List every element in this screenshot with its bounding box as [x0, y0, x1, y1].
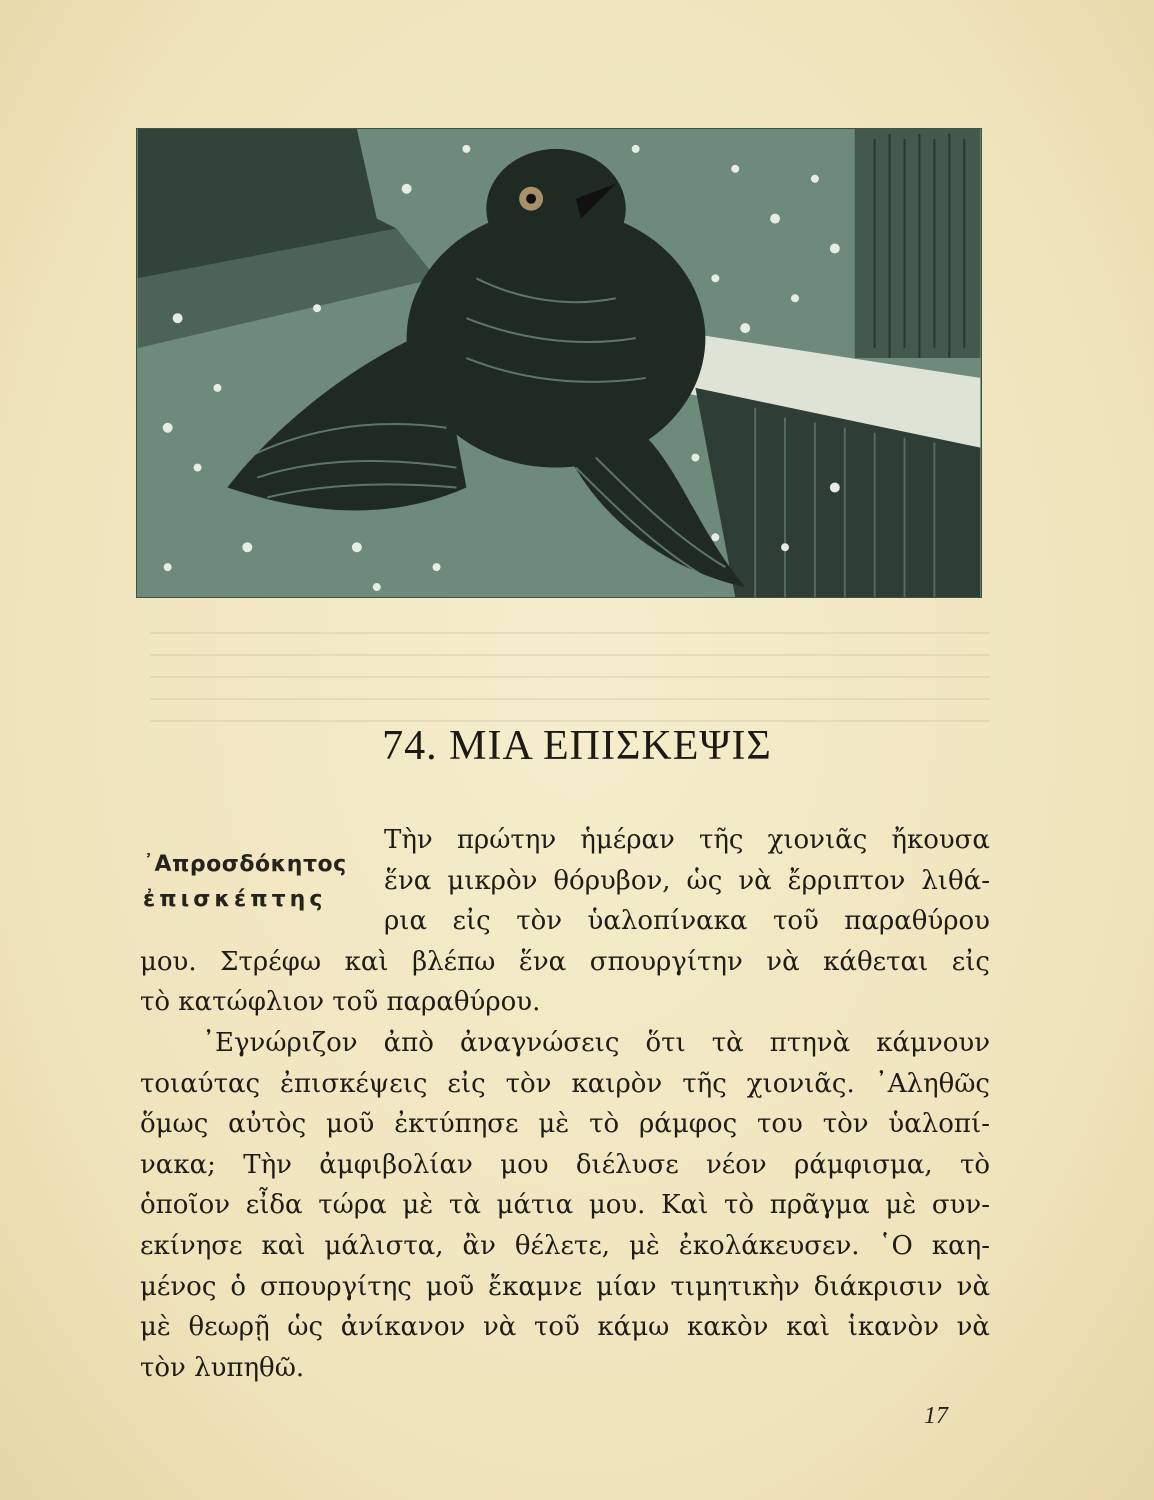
- text-line: μένος ὁ σπουργίτης μοῦ ἔκαμνε μίαν τιμητικὴν διάκρισιν νὰ: [140, 1271, 990, 1302]
- margin-note-line-2: ἐπισκέπτης: [143, 887, 327, 912]
- text-line: τοιαύτας ἐπισκέψεις εἰς τὸν καιρὸν τῆς χιονιᾶς. ᾿Αληθῶς: [140, 1068, 990, 1099]
- text-line: εκίνησε καὶ μάλιστα, ἂν θέλετε, μὲ ἐκολάκευσεν. ῾Ο καη-: [140, 1230, 990, 1261]
- page-number: 17: [924, 1403, 948, 1429]
- sparrow-pupil: [526, 194, 536, 204]
- chapter-title: 74. ΜΙΑ ΕΠΙΣΚΕΨΙΣ: [382, 723, 772, 769]
- body-text: [140, 820, 990, 1388]
- margin-note-line-1: ᾿Απροσδόκητος: [143, 852, 347, 877]
- text-line: τὸ κατώφλιον τοῦ παραθύρου.: [140, 987, 541, 1018]
- text-line: ὁποῖον εἶδα τώρα μὲ τὰ μάτια μου. Καὶ τὸ πρᾶγμα μὲ συν-: [140, 1190, 990, 1221]
- sparrow-head: [486, 149, 625, 268]
- text-line: ἕνα μικρὸν θόρυβον, ὡς νὰ ἔρριπτον λιθά-: [384, 865, 990, 896]
- text-line: ᾿Εγνώριζον ἀπὸ ἀναγνώσεις ὅτι τὰ πτηνὰ κάμνουν: [202, 1027, 990, 1058]
- text-line: Τὴν πρώτην ἡμέραν τῆς χιονιᾶς ἤκουσα: [384, 825, 990, 855]
- window-frame-right: [855, 129, 980, 358]
- sparrow-woodcut-image: [137, 129, 981, 597]
- text-line: τὸν λυπηθῶ.: [140, 1352, 305, 1383]
- text-line: ρια εἰς τὸν ὑαλοπίνακα τοῦ παραθύρου: [384, 906, 990, 937]
- text-line: νακα; Τὴν ἀμφιβολίαν μου διέλυσε νέον ράμφισμα, τὸ: [140, 1149, 990, 1180]
- text-line: ὅμως αὐτὸς μοῦ ἐκτύπησε μὲ τὸ ράμφος του τὸν ὑαλοπί-: [140, 1109, 990, 1140]
- sparrow-illustration: [136, 128, 982, 598]
- text-line: μου. Στρέφω καὶ βλέπω ἕνα σπουργίτην νὰ κάθεται εἰς: [140, 946, 990, 977]
- text-line: μὲ θεωρῇ ὡς ἀνίκανον νὰ τοῦ κάμω κακὸν καὶ ἱκανὸν νὰ: [140, 1312, 990, 1343]
